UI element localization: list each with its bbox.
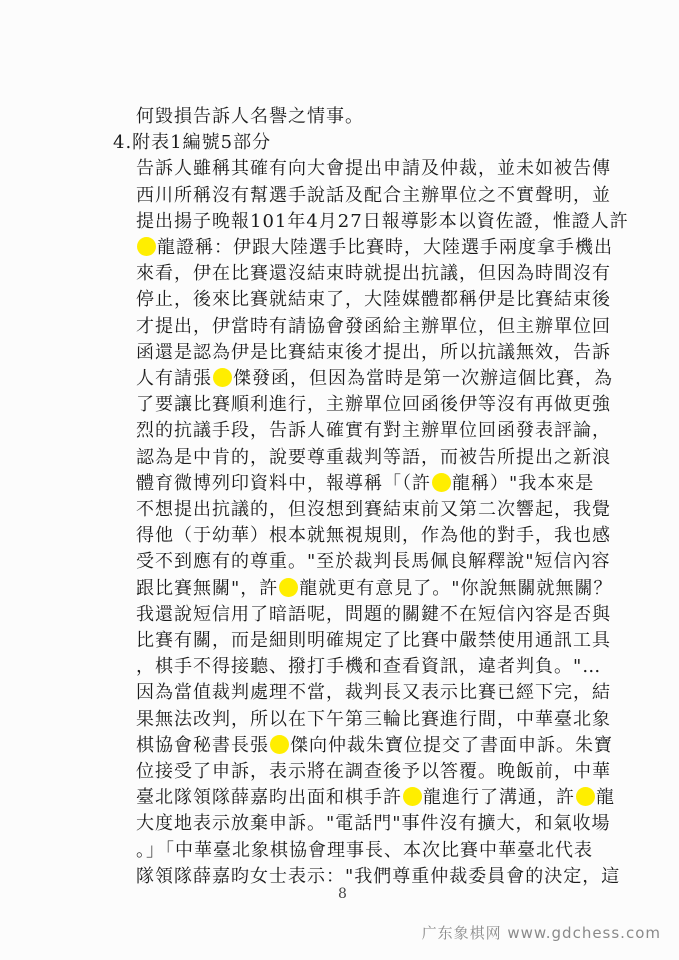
text-line: 隊領隊薛嘉昀女士表示："我們尊重仲裁委員會的決定，這 — [136, 865, 621, 887]
text-line: 告訴人雖稱其確有向大會提出申請及仲裁，並未如被告傳 — [136, 158, 611, 180]
redaction-highlight — [213, 368, 232, 387]
text-line: 4.附表1編號5部分 — [113, 132, 272, 154]
redaction-highlight — [137, 237, 156, 256]
text-line: 認為是中肯的，說要尊重裁判等語，而被告所提出之新浪 — [136, 446, 611, 468]
redaction-highlight — [279, 578, 298, 597]
text-line: 受不到應有的尊重。"至於裁判長馬佩良解釋說"短信內容 — [136, 551, 611, 573]
text-line: 跟比賽無關"，許 龍就更有意見了。"你說無關就無關？ — [136, 577, 613, 599]
text-line: 大度地表示放棄申訴。"電話門"事件沒有擴大，和氣收場 — [136, 813, 611, 835]
text-line: 體育微博列印資料中，報導稱「（許 龍稱）"我本來是 — [136, 472, 595, 494]
text-line: 西川所稱沒有幫選手說話及配合主辦單位之不實聲明，並 — [136, 184, 611, 206]
text-line: 比賽有關，而是細則明確規定了比賽中嚴禁使用通訊工具 — [136, 630, 611, 651]
text-line: 。」「中華臺北象棋協會理事長、本次比賽中華臺北代表 — [136, 839, 593, 861]
text-line: 才提出，伊當時有請協會發函給主辦單位，但主辦單位回 — [136, 315, 611, 337]
text-line: 不想提出抗議的，但沒想到賽結束前又第二次響起，我覺 — [136, 499, 611, 520]
redaction-highlight — [576, 787, 595, 806]
text-line: 停止，後來比賽就結束了，大陸媒體都稱伊是比賽結束後 — [136, 289, 611, 311]
redaction-highlight — [403, 787, 422, 806]
text-line: 提出揚子晚報101年4月27日報導影本以資佐證，惟證人許 — [136, 210, 629, 232]
redaction-highlight — [270, 735, 289, 754]
text-line: 因為當值裁判處理不當，裁判長又表示比賽已經下完，結 — [136, 682, 611, 704]
text-line: 果無法改判，所以在下午第三輪比賽進行間，中華臺北象 — [136, 708, 611, 730]
page-number: 8 — [338, 886, 347, 902]
text-line: 何毀損告訴人名譽之情事。 — [136, 106, 364, 127]
text-line: 臺北隊領隊薛嘉昀出面和棋手許 龍進行了溝通，許 龍 — [136, 787, 615, 809]
text-line: 我還說短信用了暗語呢，問題的關鍵不在短信內容是否與 — [136, 603, 611, 625]
watermark: 广东象棋网 www.gdchess.com — [421, 924, 661, 942]
text-line: 人有請張 傑發函，但因為當時是第一次辦這個比賽，為 — [136, 368, 613, 389]
text-line: 烈的抗議手段，告訴人確實有對主辦單位回函發表評論， — [136, 420, 611, 442]
text-line: 來看，伊在比賽還沒結束時就提出抗議，但因為時間沒有 — [136, 263, 611, 285]
text-line: 得他（于幼華）根本就無視規則，作為他的對手，我也感 — [136, 525, 611, 547]
redaction-highlight — [432, 473, 451, 492]
text-line: 了要讓比賽順利進行，主辦單位回函後伊等沒有再做更強 — [136, 394, 611, 416]
text-line: 棋協會秘書長張 傑向仲裁朱寶位提交了書面申訴。朱寶 — [136, 734, 613, 756]
text-line: 函還是認為伊是比賽結束後才提出，所以抗議無效，告訴 — [136, 341, 611, 363]
text-line: ，棋手不得接聽、撥打手機和查看資訊，違者判負。"… — [136, 656, 602, 678]
text-line: 龍證稱：伊跟大陸選手比賽時，大陸選手兩度拿手機出 — [136, 235, 613, 261]
text-line: 位接受了申訴，表示將在調查後予以答覆。晚飯前，中華 — [136, 761, 611, 782]
